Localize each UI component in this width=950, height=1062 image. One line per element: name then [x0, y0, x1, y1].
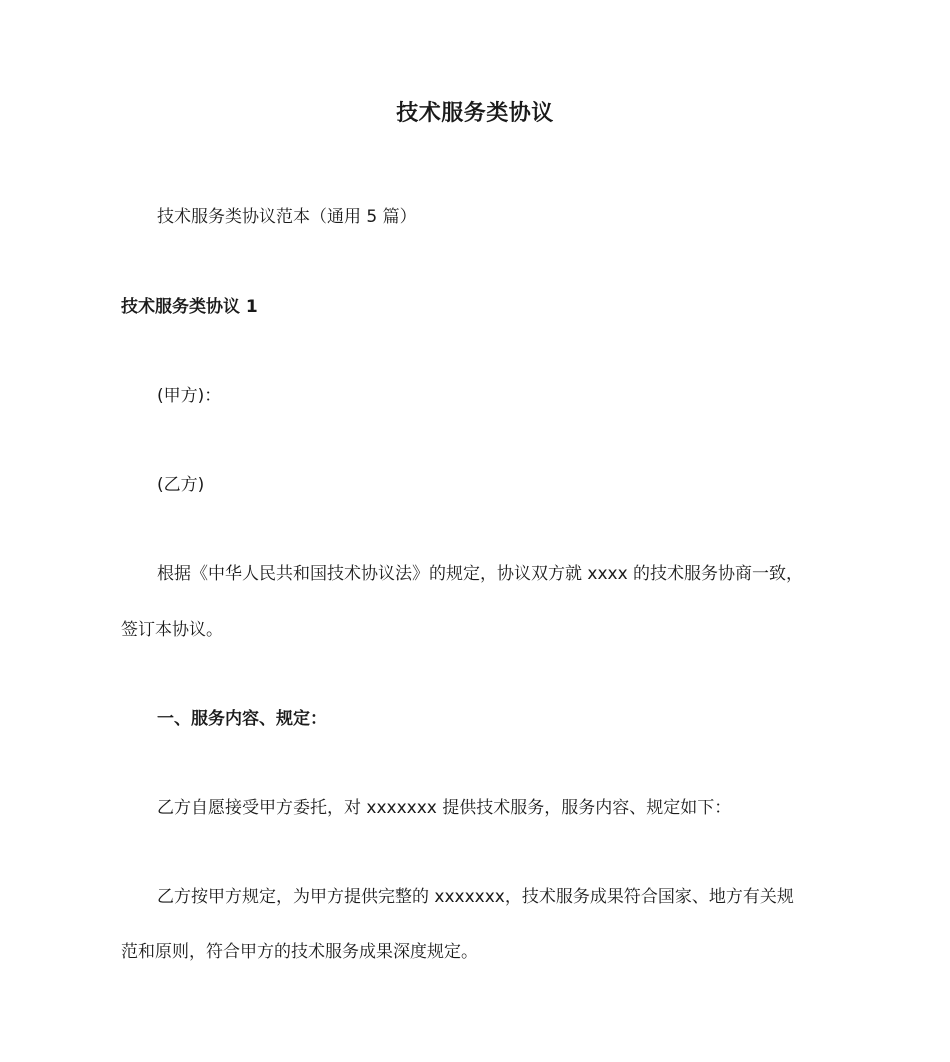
- document-title: 技术服务类协议: [396, 101, 554, 126]
- clause-1-heading: 一、服务内容、规定：: [157, 709, 327, 729]
- document-subtitle: 技术服务类协议范本（通用 5 篇）: [157, 207, 417, 227]
- intro-paragraph-line-1: 根据《中华人民共和国技术协议法》的规定，协议双方就 xxxx 的技术服务协商一致，: [157, 564, 804, 584]
- clause-1-paragraph-1: 乙方自愿接受甲方委托，对 xxxxxxx 提供技术服务，服务内容、规定如下：: [157, 798, 732, 818]
- party-a-line: (甲方)：: [157, 386, 222, 406]
- clause-1-paragraph-2-line-1: 乙方按甲方规定，为甲方提供完整的 xxxxxxx，技术服务成果符合国家、地方有关规: [157, 887, 794, 907]
- section-heading: 技术服务类协议 1: [121, 297, 258, 317]
- intro-paragraph-line-2: 签订本协议。: [121, 620, 223, 640]
- clause-1-paragraph-2-line-2: 范和原则，符合甲方的技术服务成果深度规定。: [121, 942, 478, 962]
- party-b-line: (乙方): [157, 475, 205, 495]
